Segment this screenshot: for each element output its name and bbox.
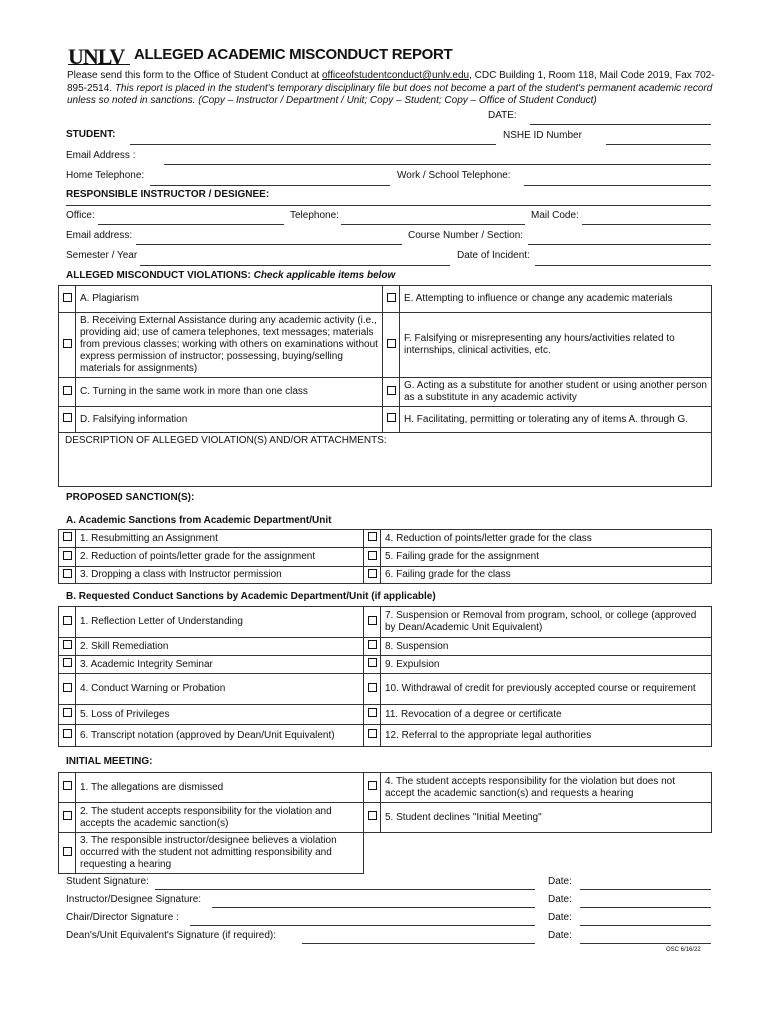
responsible-label: RESPONSIBLE INSTRUCTOR / DESIGNEE: [66, 189, 270, 200]
meeting-2: 2. The student accepts responsibility for the violation and accepts the academic sanction(s) [76, 803, 364, 833]
date-label-1: Date: [548, 876, 572, 887]
intro-note: This report is placed in the student's temporary disciplinary file but does not become a part of the student's permanent academic record unless so noted in sanctions. (Copy – Instructor / Department / Unit; Copy – Student; Copy – Office of Student Conduct) [67, 82, 713, 106]
meeting-empty-cell [364, 833, 712, 874]
checkbox-e[interactable] [383, 286, 400, 313]
sanctions-a-table [58, 529, 712, 584]
violation-b: B. Receiving External Assistance during any academic activity (i.e., providing aid; use of camera telephones, text messages; materials from previous classes; working with others on examinations without express permission of instructor; possessing, buying/selling materials for assignments) [76, 313, 383, 378]
conduct-email-link[interactable]: officeofstudentconduct@unlv.edu [321, 70, 470, 81]
incident-field[interactable] [535, 265, 711, 266]
student-signature-field[interactable] [155, 889, 535, 890]
sanction-a2: 2. Reduction of points/letter grade for the assignment [76, 548, 364, 567]
checkbox-a2[interactable] [59, 548, 76, 567]
unlv-logo: UNLV [68, 44, 125, 69]
sanctions-b-table [58, 606, 712, 747]
checkbox-a[interactable] [59, 286, 76, 313]
checkbox-b8[interactable] [364, 638, 381, 656]
sanction-a6: 6. Failing grade for the class [381, 567, 712, 584]
nshe-field[interactable] [606, 144, 711, 145]
checkbox-b[interactable] [59, 313, 76, 378]
date-label-4: Date: [548, 930, 572, 941]
violation-f: F. Falsifying or misrepresenting any hours/activities related to internships, clinical activities, etc. [400, 313, 712, 378]
incident-label: Date of Incident: [457, 250, 530, 261]
date-label: DATE: [488, 110, 517, 121]
checkbox-a6[interactable] [364, 567, 381, 584]
checkbox-b7[interactable] [364, 607, 381, 638]
meeting-1: 1. The allegations are dismissed [76, 773, 364, 803]
violations-heading [66, 270, 395, 281]
semester-field[interactable] [140, 265, 450, 266]
meeting-3: 3. The responsible instructor/designee believes a violation occurred with the student not admitting responsibility and requesting a hearing [76, 833, 364, 874]
sanction-a5: 5. Failing grade for the assignment [381, 548, 712, 567]
office-field[interactable] [98, 224, 284, 225]
checkbox-c[interactable] [59, 378, 76, 407]
course-label: Course Number / Section: [408, 230, 524, 241]
date-field-2[interactable] [580, 907, 711, 908]
sanctions-b-heading: B. Requested Conduct Sanctions by Academic Department/Unit (if applicable) [66, 591, 436, 602]
sanction-b11: 11. Revocation of a degree or certificate [381, 705, 712, 725]
checkbox-a5[interactable] [364, 548, 381, 567]
violation-row [59, 286, 712, 313]
checkbox-b6[interactable] [59, 725, 76, 747]
instructor-signature-label: Instructor/Designee Signature: [66, 894, 202, 905]
checkbox-f[interactable] [383, 313, 400, 378]
sanction-row [59, 705, 712, 725]
meeting-row [59, 773, 712, 803]
instructor-signature-field[interactable] [212, 907, 535, 908]
sanction-a3: 3. Dropping a class with Instructor permission [76, 567, 364, 584]
checkbox-m2[interactable] [59, 803, 76, 833]
checkbox-a4[interactable] [364, 530, 381, 548]
course-field[interactable] [528, 244, 711, 245]
work-tel-label: Work / School Telephone: [397, 170, 511, 181]
office-label: Office: [66, 210, 95, 221]
sanction-row [59, 607, 712, 638]
home-tel-field[interactable] [150, 185, 390, 186]
description-row [59, 433, 712, 487]
home-tel-label: Home Telephone: [66, 170, 145, 181]
sanction-a4: 4. Reduction of points/letter grade for the class [381, 530, 712, 548]
mail-code-label: Mail Code: [531, 210, 579, 221]
sanction-row [59, 548, 712, 567]
sanction-b10: 10. Withdrawal of credit for previously accepted course or requirement [381, 674, 712, 705]
sanction-row [59, 656, 712, 674]
dean-signature-label: Dean's/Unit Equivalent's Signature (if required): [66, 930, 277, 941]
checkbox-b11[interactable] [364, 705, 381, 725]
checkbox-g[interactable] [383, 378, 400, 407]
violations-heading-bold: ALLEGED MISCONDUCT VIOLATIONS: [66, 270, 251, 281]
violation-e: E. Attempting to influence or change any academic materials [400, 286, 712, 313]
sanction-row [59, 674, 712, 705]
student-signature-label: Student Signature: [66, 876, 149, 887]
student-field[interactable] [130, 144, 496, 145]
violation-h: H. Facilitating, permitting or tolerating any of items A. through G. [400, 407, 712, 433]
logo-underline [68, 64, 130, 65]
dean-signature-field[interactable] [302, 943, 535, 944]
checkbox-b1[interactable] [59, 607, 76, 638]
violation-d: D. Falsifying information [76, 407, 383, 433]
intro-text [67, 70, 717, 108]
violation-c: C. Turning in the same work in more than one class [76, 378, 383, 407]
student-label: STUDENT: [66, 129, 116, 140]
checkbox-b4[interactable] [59, 674, 76, 705]
meeting-row [59, 803, 712, 833]
meeting-table [58, 772, 712, 874]
meeting-5: 5. Student declines "Initial Meeting" [381, 803, 712, 833]
email-label: Email Address : [66, 150, 136, 161]
meeting-row [59, 833, 712, 874]
email2-label: Email address: [66, 230, 133, 241]
mail-code-field[interactable] [582, 224, 711, 225]
checkbox-d[interactable] [59, 407, 76, 433]
sanctions-heading: PROPOSED SANCTION(S): [66, 492, 195, 503]
footer-code: OSC 6/16/22 [666, 947, 701, 953]
checkbox-a3[interactable] [59, 567, 76, 584]
checkbox-h[interactable] [383, 407, 400, 433]
checkbox-b12[interactable] [364, 725, 381, 747]
semester-label: Semester / Year [66, 250, 138, 261]
sanctions-a-heading: A. Academic Sanctions from Academic Department/Unit [66, 515, 332, 526]
sanction-b6: 6. Transcript notation (approved by Dean/Unit Equivalent) [76, 725, 364, 747]
sanction-b9: 9. Expulsion [381, 656, 712, 674]
violations-table [58, 285, 712, 487]
date-label-2: Date: [548, 894, 572, 905]
page-title: ALLEGED ACADEMIC MISCONDUCT REPORT [134, 46, 453, 63]
telephone-label: Telephone: [290, 210, 339, 221]
checkbox-b9[interactable] [364, 656, 381, 674]
violations-heading-note: Check applicable items below [250, 270, 396, 281]
sanction-b3: 3. Academic Integrity Seminar [76, 656, 364, 674]
nshe-label: NSHE ID Number [503, 130, 582, 141]
email2-field[interactable] [136, 244, 402, 245]
checkbox-m4[interactable] [364, 773, 381, 803]
sanction-b8: 8. Suspension [381, 638, 712, 656]
intro-suffix: , CDC Building 1, Room 118, Mail Code 2019, Fax [469, 70, 695, 81]
sanction-row [59, 567, 712, 584]
sanction-b1: 1. Reflection Letter of Understanding [76, 607, 364, 638]
checkbox-m1[interactable] [59, 773, 76, 803]
telephone-field[interactable] [341, 224, 525, 225]
checkbox-a1[interactable] [59, 530, 76, 548]
chair-signature-label: Chair/Director Signature : [66, 912, 179, 923]
violation-g: G. Acting as a substitute for another student or using another person as a substitute in any academic activity [400, 378, 712, 407]
date-field-4[interactable] [580, 943, 711, 944]
responsible-field[interactable] [66, 205, 711, 206]
checkbox-m5[interactable] [364, 803, 381, 833]
date-label-3: Date: [548, 912, 572, 923]
sanction-b5: 5. Loss of Privileges [76, 705, 364, 725]
date-field-3[interactable] [580, 925, 711, 926]
checkbox-b10[interactable] [364, 674, 381, 705]
description-label: DESCRIPTION OF ALLEGED VIOLATION(S) AND/OR ATTACHMENTS: [65, 435, 387, 446]
description-field[interactable] [59, 433, 712, 487]
sanction-b12: 12. Referral to the appropriate legal authorities [381, 725, 712, 747]
intro-fax: 702-895-2514. [67, 70, 715, 94]
date-field-1[interactable] [580, 889, 711, 890]
sanction-b7: 7. Suspension or Removal from program, school, or college (approved by Dean/Academic Unit Equivalent) [381, 607, 712, 638]
chair-signature-field[interactable] [190, 925, 535, 926]
violation-a: A. Plagiarism [76, 286, 383, 313]
sanction-row [59, 530, 712, 548]
meeting-heading: INITIAL MEETING: [66, 756, 153, 767]
violation-row [59, 407, 712, 433]
sanction-b2: 2. Skill Remediation [76, 638, 364, 656]
checkbox-b2[interactable] [59, 638, 76, 656]
sanction-a1: 1. Resubmitting an Assignment [76, 530, 364, 548]
meeting-4: 4. The student accepts responsibility for the violation but does not accept the academic sanction(s) and requests a hearing [381, 773, 712, 803]
violation-row [59, 378, 712, 407]
violation-row [59, 313, 712, 378]
date-field[interactable] [530, 124, 711, 125]
checkbox-b3[interactable] [59, 656, 76, 674]
sanction-row [59, 725, 712, 747]
checkbox-b5[interactable] [59, 705, 76, 725]
sanction-b4: 4. Conduct Warning or Probation [76, 674, 364, 705]
work-tel-field[interactable] [524, 185, 711, 186]
intro-prefix: Please send this form to the Office of Student Conduct at [67, 70, 322, 81]
checkbox-m3[interactable] [59, 833, 76, 874]
sanction-row [59, 638, 712, 656]
email-field[interactable] [164, 164, 711, 165]
